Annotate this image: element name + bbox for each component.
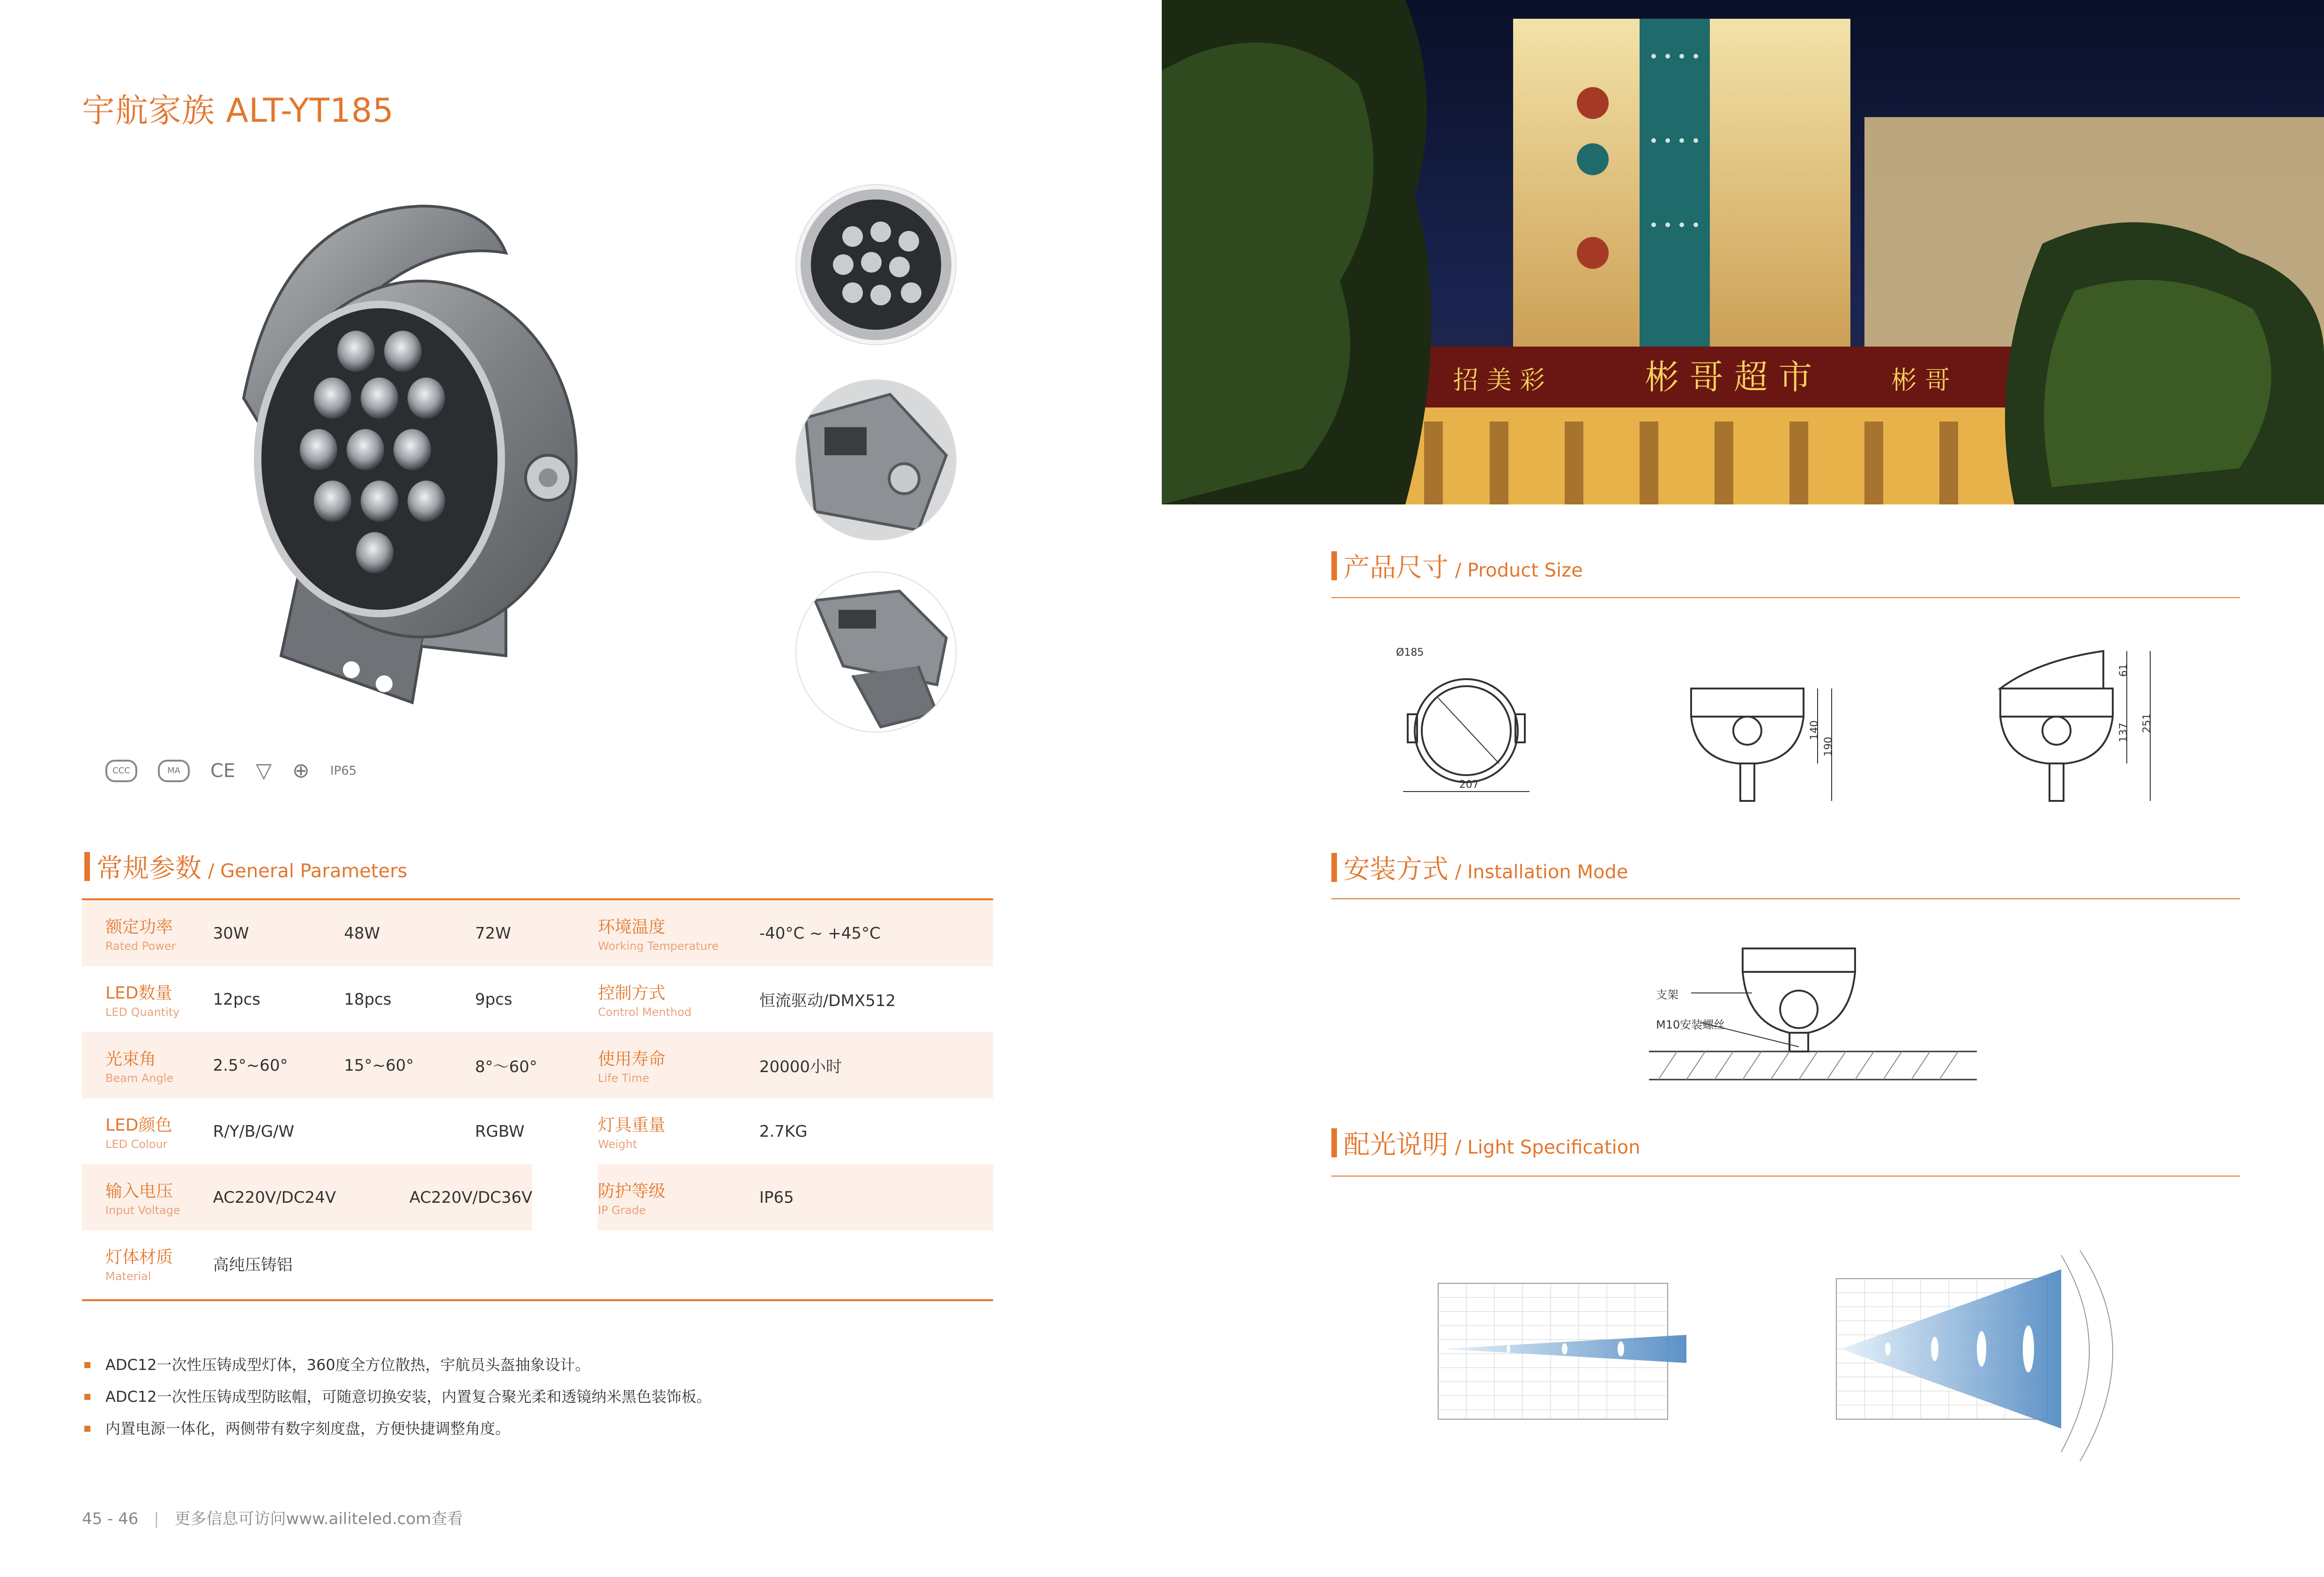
dim-height-b: 190 <box>1823 737 1834 756</box>
param-label-en: LED Colour <box>105 1138 168 1151</box>
ccc-icon: CCC <box>105 760 137 782</box>
param-value: 2.7KG <box>759 1122 808 1141</box>
section-marker <box>1331 1128 1337 1157</box>
section-title-en: / Product Size <box>1455 560 1583 581</box>
section-title-zh: 安装方式 <box>1344 854 1448 885</box>
bullet-icon <box>84 1394 90 1400</box>
install-label-bracket: 支架 <box>1656 988 1678 1001</box>
section-rule <box>1331 1176 2240 1177</box>
param-label: 防护等级 <box>598 1182 666 1201</box>
list-item <box>84 1413 712 1444</box>
side-view-drawing <box>1691 689 1832 801</box>
store-sign-left: 招 美 彩 <box>1453 365 1545 395</box>
section-rule <box>1331 898 2240 899</box>
param-label: LED数量 <box>105 984 172 1003</box>
cma-icon: MA <box>158 760 190 782</box>
front-view-drawing <box>1403 679 1530 792</box>
section-product-size <box>1331 547 1583 585</box>
param-value: 8°～60° <box>475 1032 598 1098</box>
param-value: AC220V/DC24V <box>213 1164 475 1230</box>
feature-list <box>84 1349 712 1444</box>
param-value: 高纯压铸铝 <box>213 1256 293 1274</box>
table-row <box>82 1098 993 1164</box>
param-label: 输入电压 <box>105 1182 173 1201</box>
ce-icon: CE <box>210 760 236 782</box>
param-value: 20000小时 <box>759 1032 993 1098</box>
param-value: 15°~60° <box>344 1032 475 1098</box>
table-row <box>82 900 993 966</box>
thumb-led-detail <box>796 185 956 344</box>
param-label-en: Input Voltage <box>105 1204 180 1217</box>
dim-height-a: 140 <box>1809 720 1820 740</box>
param-label: 环境温度 <box>598 918 666 937</box>
param-label-en: LED Quantity <box>105 1006 180 1019</box>
param-label-en: Material <box>105 1270 151 1283</box>
param-value: 9pcs <box>475 990 512 1009</box>
section-light-specification <box>1331 1124 1641 1162</box>
param-label-en: Beam Angle <box>105 1072 174 1085</box>
list-item <box>84 1381 712 1413</box>
footer-separator: | <box>154 1510 159 1528</box>
section-title-en: / General Parameters <box>208 860 408 882</box>
param-value: 恒流驱动/DMX512 <box>759 992 896 1010</box>
section-rule <box>1331 597 2240 598</box>
table-row <box>82 966 993 1032</box>
product-title: 宇航家族 ALT-YT185 <box>82 91 394 130</box>
page-footer <box>82 1506 463 1529</box>
page-numbers: 45 - 46 <box>82 1510 139 1528</box>
table-row <box>82 1164 993 1230</box>
param-label: LED颜色 <box>105 1116 172 1135</box>
section-marker <box>1331 853 1337 882</box>
table-row <box>82 1032 993 1098</box>
section-title-en: / Light Specification <box>1455 1137 1641 1158</box>
beam-diagram-narrow <box>1387 1241 1715 1457</box>
section-marker <box>84 852 90 881</box>
feature-text: 内置电源一体化，两侧带有数字刻度盘，方便快捷调整角度。 <box>105 1420 511 1437</box>
param-value: 48W <box>344 900 475 966</box>
dim-body-height: 137 <box>2118 723 2130 742</box>
param-label: 控制方式 <box>598 984 666 1003</box>
table-bottom-rule <box>82 1299 993 1301</box>
ip65-label: IP65 <box>330 763 357 778</box>
param-value: 18pcs <box>344 990 392 1009</box>
building-night-photo <box>1162 0 2324 504</box>
param-label: 灯体材质 <box>105 1248 173 1267</box>
param-label: 使用寿命 <box>598 1050 666 1069</box>
param-value: RGBW <box>475 1122 525 1141</box>
param-label: 灯具重量 <box>598 1116 666 1135</box>
param-value: 30W <box>213 900 344 966</box>
section-general-parameters <box>84 848 408 885</box>
store-sign-right: 彬 哥 <box>1891 365 1950 395</box>
param-value: 12pcs <box>213 990 260 1009</box>
dimension-drawings <box>1382 642 2202 810</box>
feature-text: ADC12一次性压铸成型防眩帽，可随意切换安装，内置复合聚光柔和透镜纳米黑色装饰板。 <box>105 1388 712 1406</box>
beam-diagram-wide <box>1780 1236 2127 1471</box>
param-value: IP65 <box>759 1164 993 1230</box>
param-label-en: Life Time <box>598 1072 650 1085</box>
section-marker <box>1331 551 1337 580</box>
bullet-icon <box>84 1426 90 1432</box>
section-installation-mode <box>1331 849 1628 886</box>
thumb-knob-detail <box>796 380 956 540</box>
param-label-en: Rated Power <box>105 940 176 953</box>
section-title-zh: 常规参数 <box>97 853 201 884</box>
param-label-en: Weight <box>598 1138 638 1151</box>
dim-hood-height: 61 <box>2118 664 2130 677</box>
list-item <box>84 1349 712 1381</box>
store-sign-text: 彬 哥 超 市 <box>1645 357 1812 397</box>
certification-row <box>105 759 356 783</box>
feature-text: ADC12一次性压铸成型灯体，360度全方位散热，宇航员头盔抽象设计。 <box>105 1356 590 1374</box>
parameters-table <box>82 900 993 1296</box>
section-title-zh: 产品尺寸 <box>1344 553 1448 583</box>
param-value: AC220V/DC36V <box>409 1164 532 1230</box>
install-label-screw: M10安装螺丝 <box>1656 1018 1725 1031</box>
param-label-en: IP Grade <box>598 1204 646 1217</box>
lamp-main-image <box>225 197 609 721</box>
param-label: 光束角 <box>105 1050 156 1069</box>
dim-diameter: Ø185 <box>1396 647 1424 659</box>
dim-total-height: 251 <box>2141 713 2153 733</box>
section-title-zh: 配光说明 <box>1344 1130 1448 1160</box>
param-value: R/Y/B/G/W <box>213 1122 295 1141</box>
section-title-en: / Installation Mode <box>1455 861 1628 883</box>
param-label: 额定功率 <box>105 918 173 937</box>
ground-cert-icon: ⊕ <box>292 759 310 783</box>
param-value <box>344 1098 475 1164</box>
dim-width: 207 <box>1459 779 1479 791</box>
param-value: -40°C ~ +45°C <box>759 900 993 966</box>
param-label-en: Working Temperature <box>598 940 719 953</box>
footer-link-text: 更多信息可访问www.ailiteled.com查看 <box>174 1510 463 1528</box>
param-value: 2.5°~60° <box>213 1032 344 1098</box>
triangle-cert-icon: ▽ <box>256 759 272 783</box>
param-value: 72W <box>475 900 598 966</box>
table-row <box>82 1230 993 1296</box>
bullet-icon <box>84 1362 90 1368</box>
param-label-en: Control Menthod <box>598 1006 692 1019</box>
thumb-bracket-detail <box>796 572 956 732</box>
